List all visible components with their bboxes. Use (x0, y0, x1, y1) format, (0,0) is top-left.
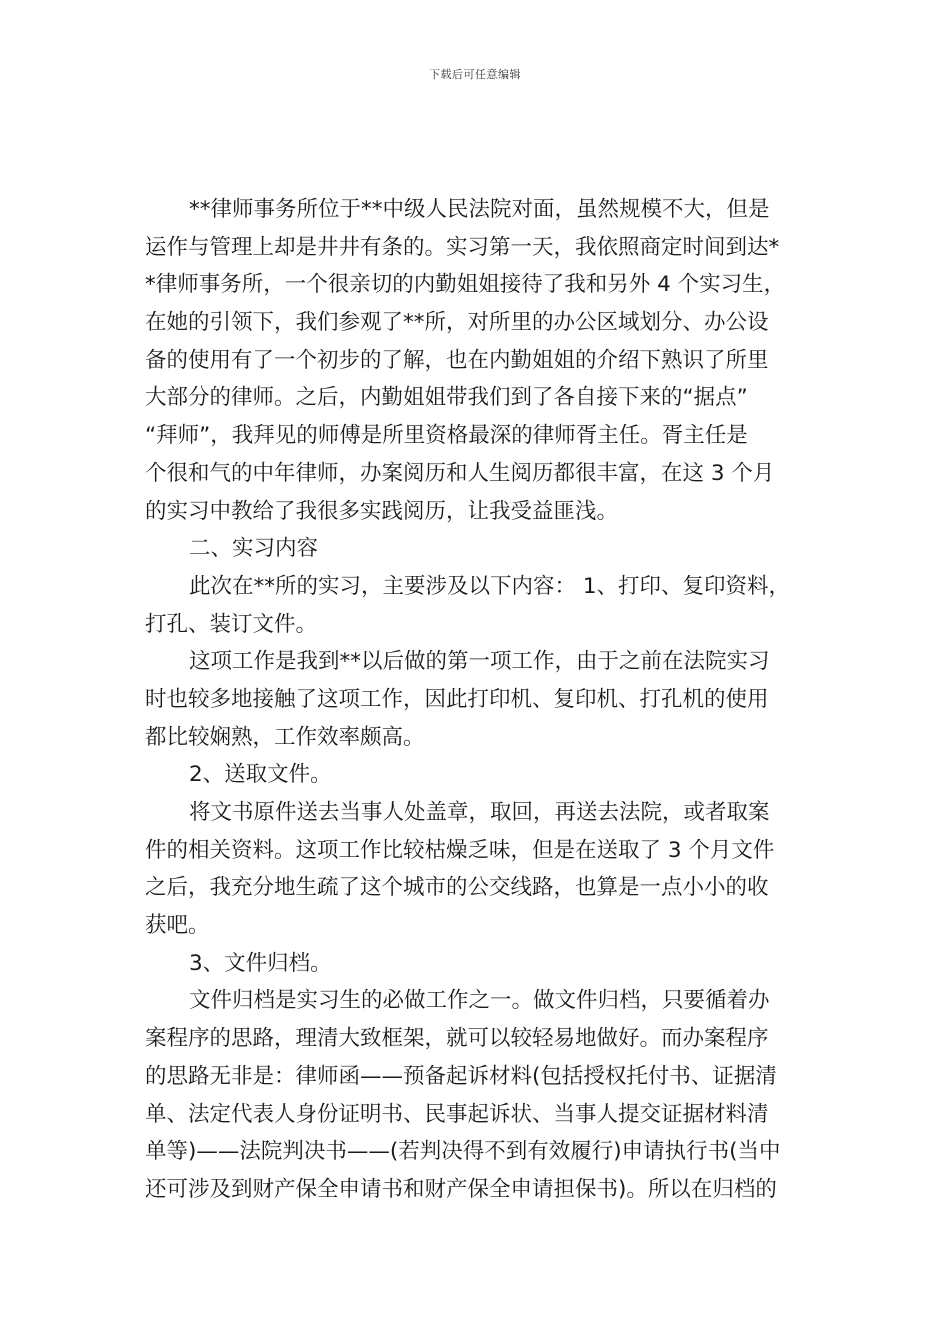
body-line: 备的使用有了一个初步的了解，也在内勤姐姐的介绍下熟识了所里 (145, 347, 769, 373)
body-line: 在她的引领下，我们参观了**所，对所里的办公区域划分、办公设 (145, 310, 769, 336)
body-line: 单、法定代表人身份证明书、民事起诉状、当事人提交证据材料清 (145, 1101, 769, 1127)
body-line: 将文书原件送去当事人处盖章，取回，再送去法院，或者取案 (189, 800, 770, 825)
body-line: 运作与管理上却是井井有条的。实习第一天，我依照商定时间到达* (145, 234, 780, 260)
body-line: 单等)——法院判决书——(若判决得不到有效履行)申请执行书(当中 (145, 1139, 781, 1165)
document-body (145, 191, 809, 1209)
body-line: 这项工作是我到**以后做的第一项工作，由于之前在法院实习 (189, 649, 770, 675)
body-line: 获吧。 (145, 913, 210, 939)
body-line: *律师事务所，一个很亲切的内勤姐姐接待了我和另外 4 个实习生， (145, 272, 786, 298)
body-line: 案程序的思路，理清大致框架，就可以较轻易地做好。而办案程序 (145, 1026, 769, 1052)
body-line: 2、送取文件。 (189, 762, 332, 788)
body-line: 还可涉及到财产保全申请书和财产保全申请担保书)。所以在归档的 (145, 1176, 777, 1202)
body-line: **律师事务所位于**中级人民法院对面，虽然规模不大，但是 (189, 197, 770, 222)
body-line: 都比较娴熟，工作效率颇高。 (145, 724, 425, 750)
body-line: 的思路无非是：律师函——预备起诉材料(包括授权托付书、证据清 (145, 1063, 777, 1089)
header-note: 下载后可任意编辑 (429, 68, 521, 81)
body-line: 时也较多地接触了这项工作，因此打印机、复印机、打孔机的使用 (145, 686, 769, 712)
body-line: 之后，我充分地生疏了这个城市的公交线路，也算是一点小小的收 (145, 875, 769, 901)
body-line: 个很和气的中年律师，办案阅历和人生阅历都很丰富，在这 3 个月 (145, 460, 775, 486)
body-line: 3、文件归档。 (189, 950, 332, 976)
body-line: 打孔、装订文件。 (145, 611, 318, 637)
body-line: 文件归档是实习生的必做工作之一。做文件归档，只要循着办 (189, 988, 770, 1014)
body-line: 二、实习内容 (189, 536, 319, 562)
body-line: 大部分的律师。之后，内勤姐姐带我们到了各自接下来的“据点” (145, 385, 748, 411)
body-line: 件的相关资料。这项工作比较枯燥乏味，但是在送取了 3 个月文件 (145, 837, 775, 863)
body-line: 的实习中教给了我很多实践阅历，让我受益匪浅。 (145, 498, 619, 524)
body-line: 此次在**所的实习，主要涉及以下内容： 1、打印、复印资料， (189, 573, 791, 599)
body-line: “拜师”，我拜见的师傅是所里资格最深的律师胥主任。胥主任是 (145, 423, 748, 449)
